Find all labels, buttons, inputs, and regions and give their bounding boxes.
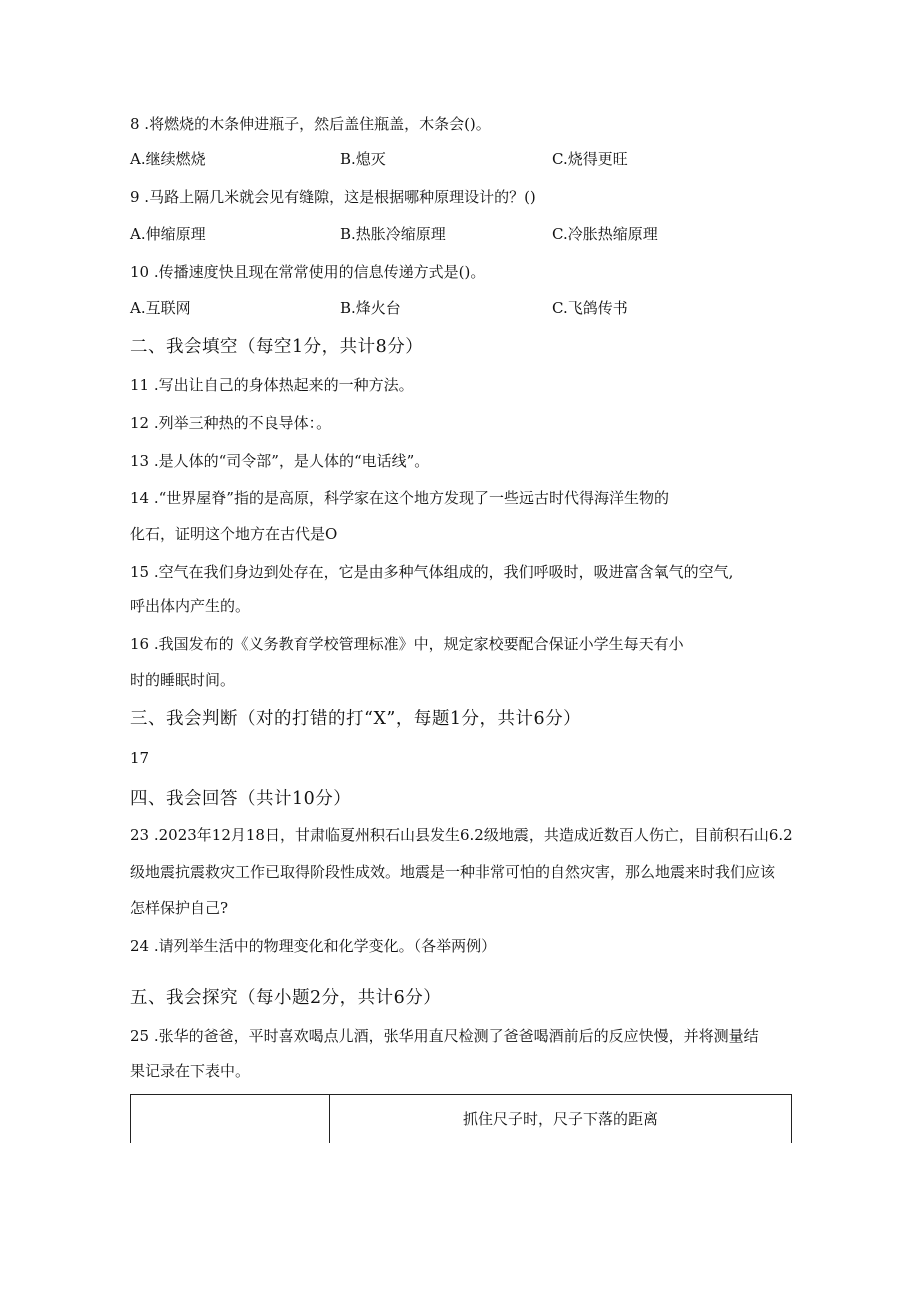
question-14-line-2: 化石，证明这个地方在古代是O bbox=[130, 525, 338, 543]
q10-option-c: C.飞鸽传书 bbox=[552, 299, 628, 317]
question-25-line-2: 果记录在下表中。 bbox=[130, 1062, 251, 1080]
question-24: 24 .请列举生活中的物理变化和化学变化。（各举两例） bbox=[130, 937, 497, 955]
question-14-line-1: 14 .“世界屋脊”指的是高原，科学家在这个地方发现了一些远古时代得海洋生物的 bbox=[130, 489, 669, 507]
section-2-heading: 二、我会填空（每空1分，共计8分） bbox=[130, 337, 424, 357]
question-10: 10 .传播速度快且现在常常使用的信息传递方式是()。 bbox=[130, 263, 486, 281]
section-5-heading: 五、我会探究（每小题2分，共计6分） bbox=[130, 988, 442, 1008]
question-23-line-1: 23 .2023年12月18日，甘肃临夏州积石山县发生6.2级地震，共造成近数百人伤亡，目前积石山6.2 bbox=[130, 826, 793, 844]
question-12: 12 .列举三种热的不良导体：。 bbox=[130, 414, 332, 432]
q10-option-b: B.烽火台 bbox=[340, 299, 401, 317]
q9-option-b: B.热胀冷缩原理 bbox=[340, 225, 446, 243]
question-17: 17 bbox=[130, 749, 150, 767]
question-15-line-2: 呼出体内产生的。 bbox=[130, 597, 251, 615]
table-header-cell: 抓住尺子时，尺子下落的距离 bbox=[462, 1110, 658, 1128]
question-15-line-1: 15 .空气在我们身边到处存在，它是由多种气体组成的，我们呼吸时，吸进富含氧气的空气, bbox=[130, 563, 734, 581]
question-16-line-2: 时的睡眠时间。 bbox=[130, 671, 236, 689]
q10-option-a: A.互联网 bbox=[130, 299, 191, 317]
question-8: 8 .将燃烧的木条伸进瓶子，然后盖住瓶盖，木条会()。 bbox=[130, 115, 491, 133]
q8-option-a: A.继续燃烧 bbox=[130, 150, 206, 168]
question-23-line-3: 怎样保护自己? bbox=[130, 899, 229, 917]
q9-option-a: A.伸缩原理 bbox=[130, 225, 206, 243]
section-4-heading: 四、我会回答（共计10分） bbox=[130, 789, 352, 809]
question-25-line-1: 25 .张华的爸爸，平时喜欢喝点儿酒，张华用直尺检测了爸爸喝酒前后的反应快慢，并将测量结 bbox=[130, 1027, 759, 1045]
section-3-heading: 三、我会判断（对的打错的打“X”，每题1分，共计6分） bbox=[130, 709, 582, 729]
q8-option-c: C.烧得更旺 bbox=[552, 150, 628, 168]
question-9: 9 .马路上隔几米就会见有缝隙，这是根据哪种原理设计的？() bbox=[130, 188, 536, 206]
results-table bbox=[130, 1094, 792, 1143]
question-13: 13 .是人体的“司令部”，是人体的“电话线”。 bbox=[130, 452, 430, 470]
question-11: 11 .写出让自己的身体热起来的一种方法。 bbox=[130, 376, 414, 394]
q9-option-c: C.冷胀热缩原理 bbox=[552, 225, 658, 243]
q8-option-b: B.熄灭 bbox=[340, 150, 386, 168]
question-23-line-2: 级地震抗震救灾工作已取得阶段性成效。地震是一种非常可怕的自然灾害，那么地震来时我们应该 bbox=[130, 863, 776, 881]
question-16-line-1: 16 .我国发布的《义务教育学校管理标准》中，规定家校要配合保证小学生每天有小 bbox=[130, 635, 684, 653]
